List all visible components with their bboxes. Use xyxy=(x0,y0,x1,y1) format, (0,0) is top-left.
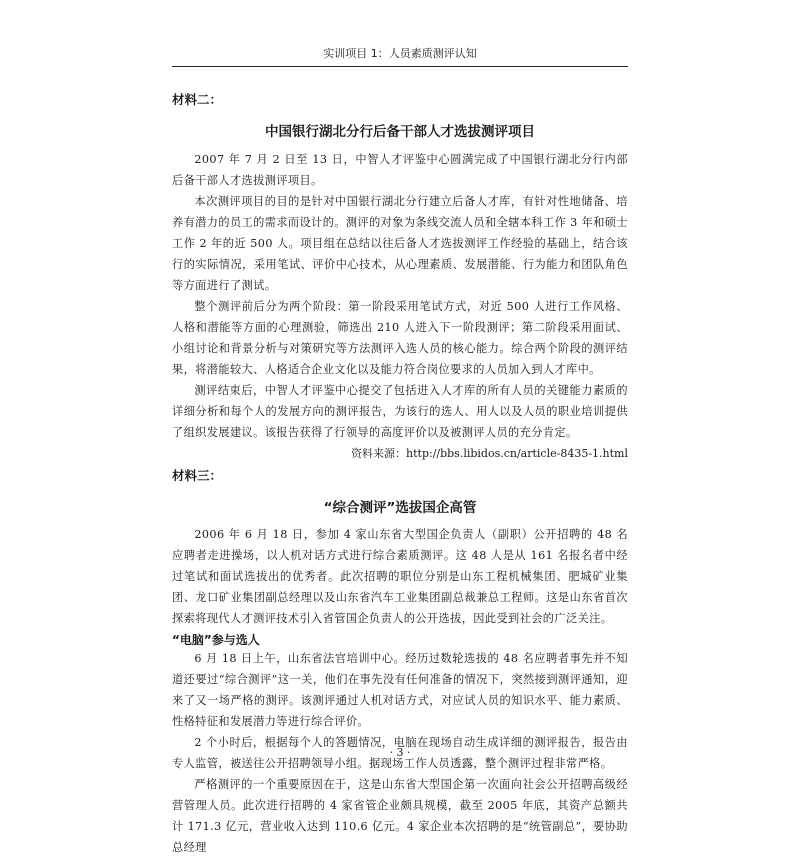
material-2-source: 资料来源：http://bbs.libidos.cn/article-8435-1.html xyxy=(351,447,628,460)
material-2-paragraph-2: 本次测评项目的目的是针对中国银行湖北分行建立后备人才库，有针对性地储备、培养有潜力的员工的需求而设计的。测评的对象为条线交流人员和全辖本科工作 3 年和硕士工作 2 年的近 500 人。项目组在总结以往后备人才选拔测评工作经验的基础上，结合该行的实际情况，采用笔试、评价中心技术，从心理素质、发展潜能、行为能力和团队角色等方面进行了测试。 xyxy=(172,195,628,292)
header-title: 实训项目 1：人员素质测评认知 xyxy=(323,47,477,60)
running-header xyxy=(172,42,628,67)
page-content xyxy=(172,76,628,858)
material-2-paragraph-4: 测评结束后，中智人才评鉴中心提交了包括进入人才库的所有人员的关键能力素质的详细分析和每个人的发展方向的测评报告，为该行的选人、用人以及人员的职业培训提供了组织发展建议。该报告获得了行领导的高度评价以及被测评人员的充分肯定。 xyxy=(172,384,628,439)
material-3-paragraph-4: 严格测评的一个重要原因在于，这是山东省大型国企第一次面向社会公开招聘高级经营管理人员。此次进行招聘的 4 家省管企业颇具规模，截至 2005 年底，其资产总额共计 171.3 亿元，营业收入达到 110.6 亿元。4 家企业本次招聘的是“统管副总”，要协助总经理 xyxy=(172,778,628,854)
material-2-paragraph-3: 整个测评前后分为两个阶段：第一阶段采用笔试方式，对近 500 人进行工作风格、人格和潜能等方面的心理测验，筛选出 210 人进入下一阶段测评；第二阶段采用面试、小组讨论和背景分析与对策研究等方法测评入选人员的核心能力。综合两个阶段的测评结果，将潜能较大、人格适合企业文化以及能力符合岗位要求的人员加入到人才库中。 xyxy=(172,300,628,376)
material-3-paragraph-2: 6 月 18 日上午，山东省法官培训中心。经历过数轮选拔的 48 名应聘者事先并不知道还要过“综合测评”这一关，他们在事先没有任何准备的情况下，突然接到测评通知，迎来了又一场严格的测评。该测评通过人机对话方式，对应试人员的知识水平、能力素质、性格特征和发展潜力等进行综合评价。 xyxy=(172,652,628,728)
material-2-label: 材料二： xyxy=(172,92,223,107)
material-2-title: 中国银行湖北分行后备干部人才选拔测评项目 xyxy=(265,124,535,140)
material-3-paragraph-3: 2 个小时后，根据每个人的答题情况，电脑在现场自动生成详细的测评报告，报告由专人监管，被送往公开招聘领导小组。据现场工作人员透露，整个测评过程非常严格。 xyxy=(172,736,628,770)
material-3-label: 材料三： xyxy=(172,468,223,483)
material-3-paragraph-1: 2006 年 6 月 18 日，参加 4 家山东省大型国企负责人（副职）公开招聘的 48 名应聘者走进操场，以人机对话方式进行综合素质测评。这 48 人是从 161 名报名者中经过笔试和面试选拔出的优秀者。此次招聘的职位分别是山东工程机械集团、肥城矿业集团、龙口矿业集团副总经理以及山东省汽车工业集团副总裁兼总工程师。这是山东省首次探索将现代人才测评技术引入省管国企负责人的公开选拔，因此受到社会的广泛关注。 xyxy=(172,528,628,625)
material-2-paragraph-1: 2007 年 7 月 2 日至 13 日，中智人才评鉴中心圆满完成了中国银行湖北分行内部后备干部人才选拔测评项目。 xyxy=(172,153,628,187)
page-number: · 3 · xyxy=(389,746,411,759)
material-3-subheading: “电脑”参与选人 xyxy=(172,633,260,647)
material-3-title: “综合测评”选拔国企高管 xyxy=(323,500,477,516)
